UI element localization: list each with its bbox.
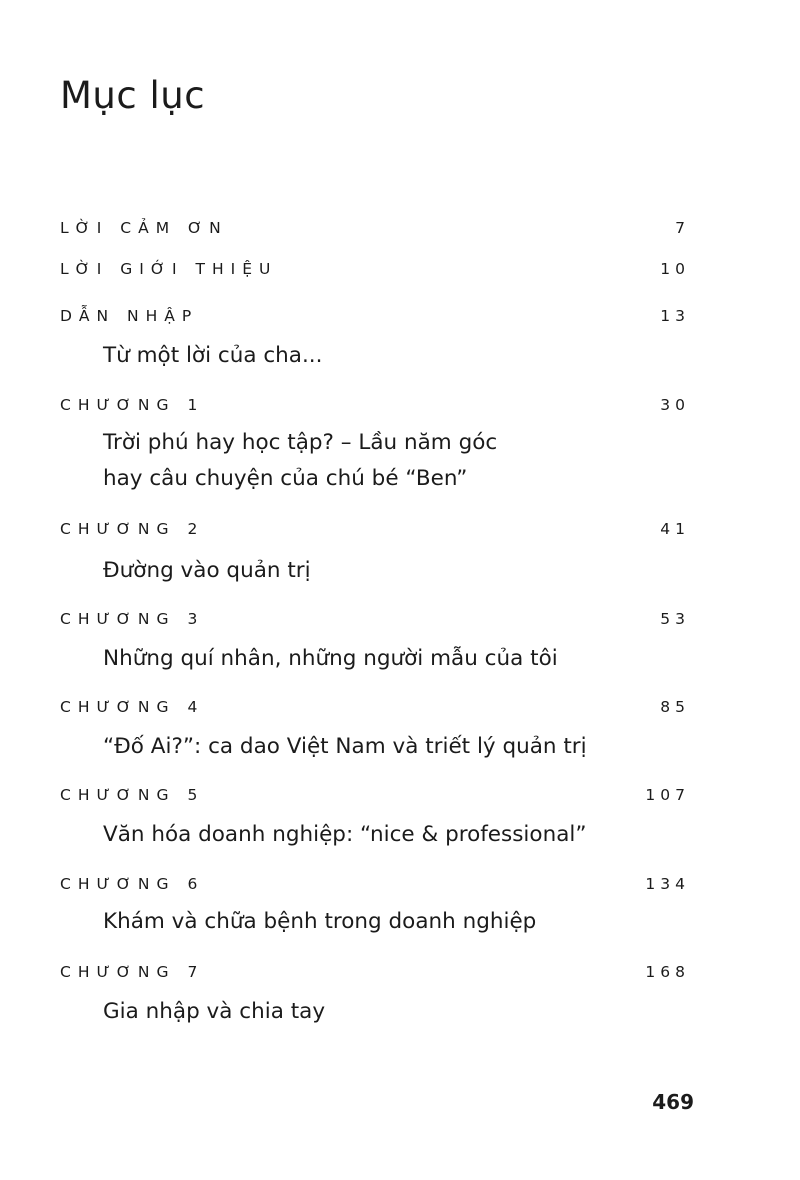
toc-entry-label: DẪN NHẬP	[60, 307, 199, 325]
toc-entry-page: 134	[645, 875, 690, 893]
toc-entry-page: 41	[660, 520, 690, 538]
toc-entry-subtitle	[103, 553, 311, 589]
toc-entry-subtitle-line: Đường vào quản trị	[103, 558, 311, 583]
toc-entry-label: CHƯƠNG 1	[60, 396, 205, 414]
toc-entry-page: 168	[645, 963, 690, 981]
toc-entry-subtitle-line: hay câu chuyện của chú bé “Ben”	[103, 466, 468, 491]
toc-entry-subtitle	[103, 338, 322, 374]
toc-entry-page: 30	[660, 396, 690, 414]
toc-entry-page: 53	[660, 610, 690, 628]
toc-entry-subtitle	[103, 641, 558, 677]
toc-entry-label: CHƯƠNG 3	[60, 610, 205, 628]
toc-entry-subtitle-line: Từ một lời của cha...	[103, 343, 323, 368]
toc-entry-label: CHƯƠNG 4	[60, 698, 205, 716]
toc-entry-subtitle-line: Những quí nhân, những người mẫu của tôi	[103, 646, 558, 671]
page-number: 469	[652, 1090, 694, 1114]
toc-entry-label: CHƯƠNG 5	[60, 786, 205, 804]
toc-entry-subtitle	[103, 425, 497, 497]
toc-entry-subtitle-line: Trời phú hay học tập? – Lầu năm góc	[103, 430, 498, 455]
toc-entry-page: 10	[660, 260, 690, 278]
toc-entry-subtitle	[103, 904, 536, 940]
toc-entry-subtitle-line: “Đố Ai?”: ca dao Việt Nam và triết lý quản trị	[103, 734, 587, 759]
toc-entry-subtitle-line: Gia nhập và chia tay	[103, 999, 326, 1024]
toc-entry-label: LỜI GIỚI THIỆU	[60, 260, 278, 278]
toc-entry-page: 107	[645, 786, 690, 804]
toc-entry-page: 7	[675, 219, 690, 237]
toc-entry-subtitle	[103, 994, 325, 1030]
page-title: Mục lục	[60, 74, 206, 117]
toc-entry-label: LỜI CẢM ƠN	[60, 219, 228, 237]
toc-entry-page: 13	[660, 307, 690, 325]
toc-entry-label: CHƯƠNG 6	[60, 875, 205, 893]
toc-entry-subtitle-line: Văn hóa doanh nghiệp: “nice & professional”	[103, 822, 587, 847]
toc-entry-subtitle	[103, 817, 586, 853]
toc-entry-label: CHƯƠNG 7	[60, 963, 205, 981]
toc-entry-subtitle-line: Khám và chữa bệnh trong doanh nghiệp	[103, 909, 537, 934]
toc-entry-label: CHƯƠNG 2	[60, 520, 205, 538]
toc-entry-subtitle	[103, 729, 587, 765]
toc-entry-page: 85	[660, 698, 690, 716]
